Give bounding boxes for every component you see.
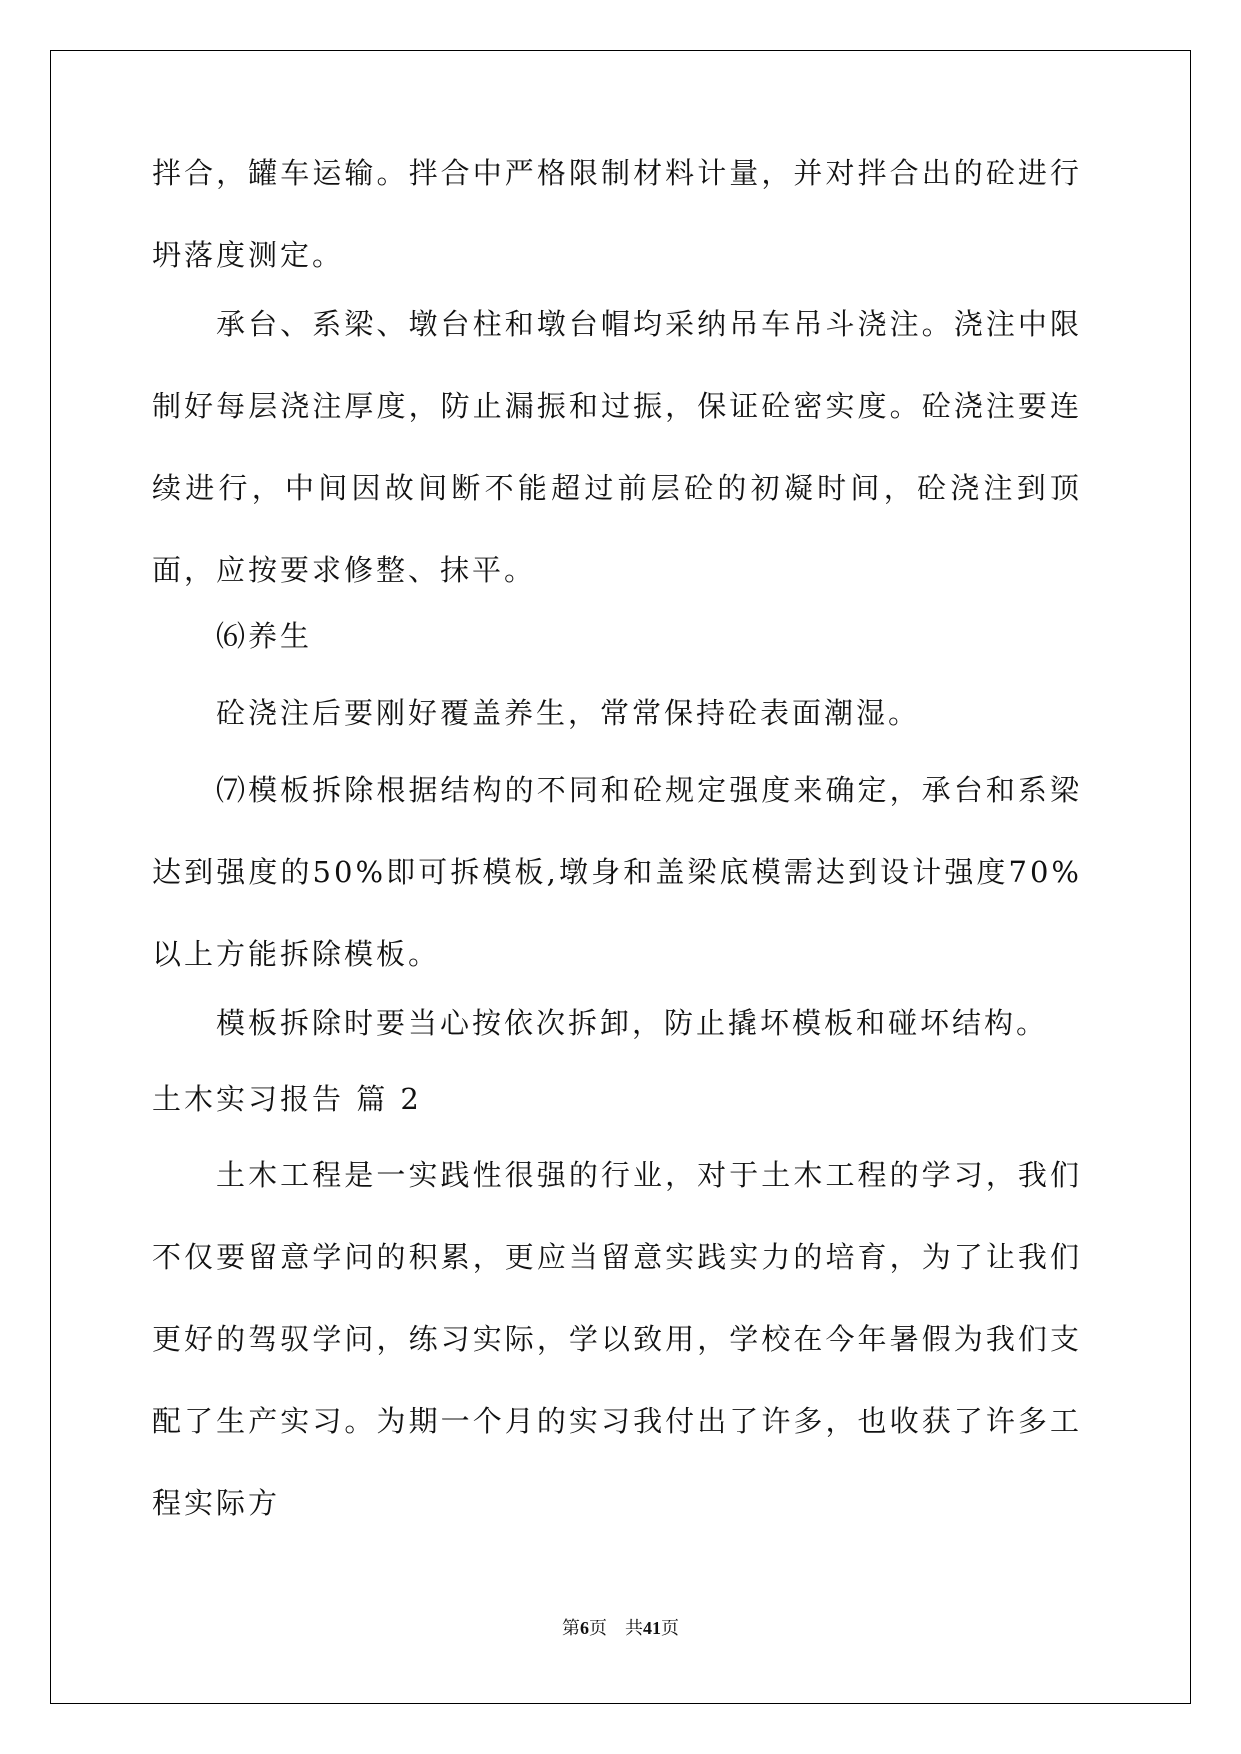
total-pages: 41 <box>643 1618 661 1638</box>
paragraph-5: ⑺模板拆除根据结构的不同和砼规定强度来确定，承台和系梁达到强度的50%即可拆模板,墩身和盖梁底模需达到设计强度70%以上方能拆除模板。 <box>152 773 1082 971</box>
paragraph-2: 承台、系梁、墩台柱和墩台帽均采纳吊车吊斗浇注。浇注中限制好每层浇注厚度，防止漏振和过振，保证砼密实度。砼浇注要连续进行，中间因故间断不能超过前层砼的初凝时间，砼浇注到顶面，应按要求修整、抹平。 <box>152 307 1082 587</box>
total-suffix: 页 <box>661 1618 679 1638</box>
page-number: 6 <box>580 1618 589 1638</box>
paragraph-1: 拌合，罐车运输。拌合中严格限制材料计量，并对拌合出的砼进行坍落度测定。 <box>152 156 1082 272</box>
page-footer <box>0 1614 1241 1640</box>
page-prefix: 第 <box>562 1618 580 1638</box>
section-heading: 土木实习报告 篇 2 <box>152 1082 422 1116</box>
paragraph-6: 模板拆除时要当心按依次拆卸，防止撬坏模板和碰坏结构。 <box>216 1006 1049 1040</box>
total-prefix: 共 <box>625 1618 643 1638</box>
page-suffix: 页 <box>589 1618 607 1638</box>
paragraph-3: ⑹养生 <box>216 619 313 653</box>
paragraph-4: 砼浇注后要刚好覆盖养生，常常保持砼表面潮湿。 <box>216 696 921 730</box>
paragraph-7: 土木工程是一实践性很强的行业，对于土木工程的学习，我们不仅要留意学问的积累，更应当留意实践实力的培育，为了让我们更好的驾驭学问，练习实际，学以致用，学校在今年暑假为我们支配了生产实习。为期一个月的实习我付出了许多，也收获了许多工程实际方 <box>152 1158 1082 1520</box>
